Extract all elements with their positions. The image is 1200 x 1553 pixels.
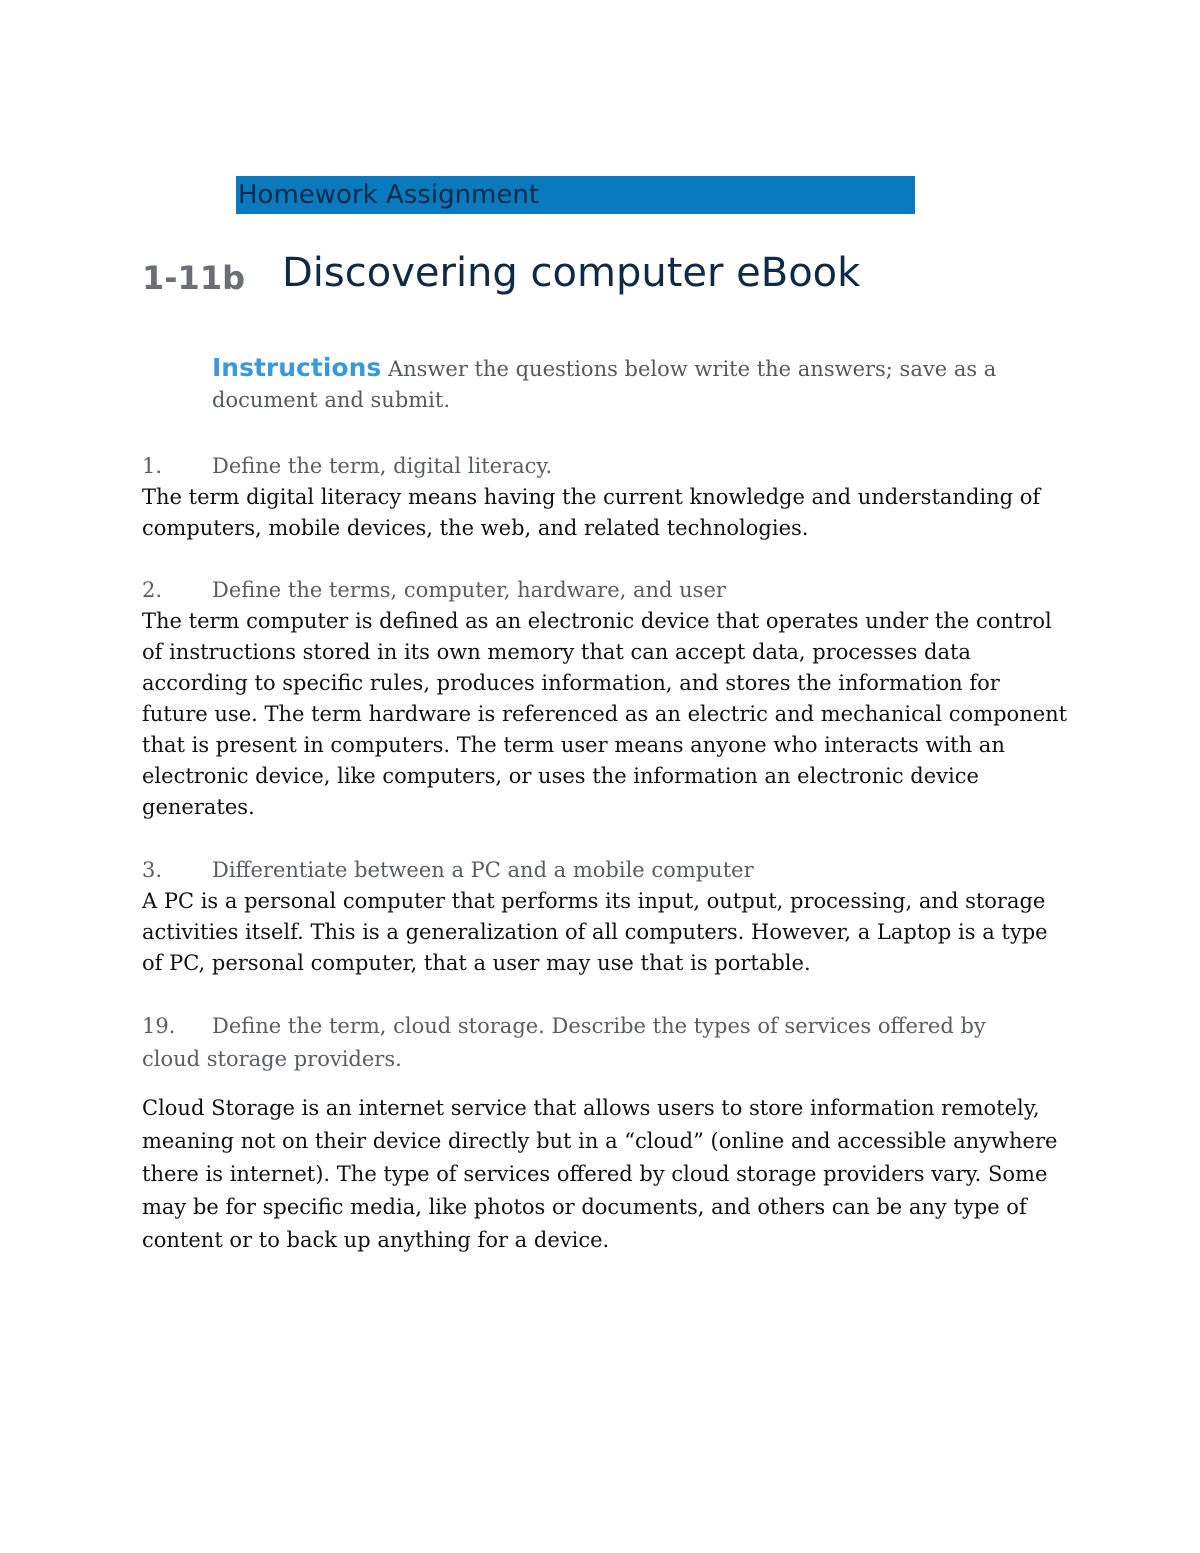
answer-3: A PC is a personal computer that performs its input, output, processing, and storage activities itself. This is a generalization of all computers. However, a Laptop is a type of PC, personal computer, that a user may use that is portable. [142,889,1048,975]
question-1 [142,451,552,482]
answer-2: The term computer is defined as an electronic device that operates under the control of instructions stored in its own memory that can accept data, processes data according to specific rules, produces information, and stores the information for future use. The term hardware is referenced as an electric and mechanical component that is present in computers. The term user means anyone who interacts with an electronic device, like computers, or uses the information an electronic device generates. [142,609,1068,819]
answer-1: The term digital literacy means having the current knowledge and understanding of computers, mobile devices, the web, and related technologies. [142,485,1041,540]
question-number: 2. [142,578,163,602]
instructions-block [212,352,1072,416]
banner-title: Homework Assignment [238,180,540,210]
instructions-label: Instructions [212,353,382,382]
chapter-number: 1-11b [142,259,245,297]
question-number: 19. [142,1014,176,1038]
chapter-title: Discovering computer eBook [282,250,861,296]
question-3 [142,855,754,886]
question-number: 1. [142,454,163,478]
answer-19: Cloud Storage is an internet service that allows users to store information remotely, meaning not on their device directly but in a “cloud” (online and accessible anywhere there is internet). The type of services offered by cloud storage providers vary. Some may be for specific media, like photos or documents, and others can be any type of content or to back up anything for a device. [142,1096,1058,1252]
question-19 [142,1010,1042,1076]
instructions-text: Answer the questions below write the answers; save as a document and submit. [212,357,997,412]
question-text: Differentiate between a PC and a mobile computer [212,858,754,882]
question-text: Define the terms, computer, hardware, and user [212,578,726,602]
question-text: Define the term, digital literacy. [212,454,553,478]
question-number: 3. [142,858,163,882]
question-text: Define the term, cloud storage. Describe the types of services offered by cloud storage providers. [142,1014,986,1071]
question-2 [142,575,726,606]
homework-banner [236,176,915,214]
